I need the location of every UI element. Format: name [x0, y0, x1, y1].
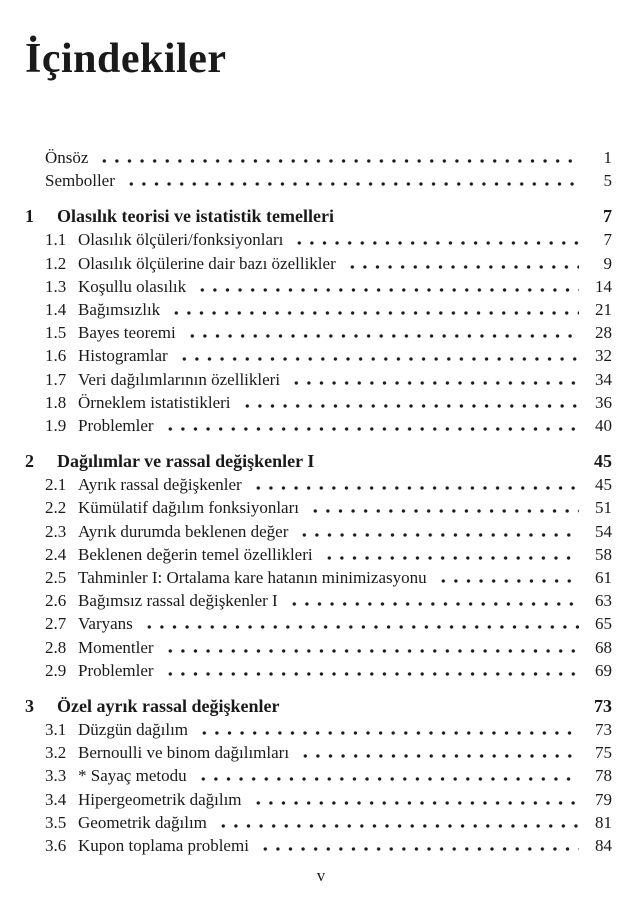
- section-number: 1.2: [45, 253, 67, 273]
- page-number: 32: [595, 346, 612, 366]
- entry-title: Olasılık ölçülerine dair bazı özellikler: [78, 253, 336, 273]
- dot-leader: [139, 616, 579, 629]
- entry-title: Düzgün dağılım: [78, 720, 189, 740]
- toc-entry: [45, 636, 612, 659]
- dot-leader: [160, 640, 579, 653]
- section-number: 1.8: [45, 392, 67, 412]
- dot-leader: [342, 256, 579, 269]
- chapter-heading: [25, 694, 612, 718]
- page-number: 45: [595, 475, 612, 495]
- dot-leader: [295, 745, 579, 758]
- entry-title: * Sayaç metodu: [78, 766, 187, 786]
- entry-title: Bağımsızlık: [78, 300, 161, 320]
- section-number: 1.5: [45, 323, 67, 343]
- section-number: 1.6: [45, 346, 67, 366]
- entry-title: Önsöz: [45, 148, 89, 167]
- dot-leader: [286, 372, 579, 385]
- toc-entry: [45, 473, 612, 496]
- page-number: 61: [595, 568, 612, 588]
- section-number: 2.2: [45, 498, 67, 518]
- entry-title: Problemler: [78, 660, 154, 680]
- section-number: 2.7: [45, 614, 67, 634]
- toc-entry: [45, 344, 612, 367]
- entry-title: Kümülatif dağılım fonksiyonları: [78, 498, 299, 518]
- toc-entry: [45, 741, 612, 764]
- dot-leader: [160, 418, 579, 431]
- section-number: 2.4: [45, 544, 67, 564]
- toc-entry: [45, 146, 612, 169]
- toc-entry: [45, 589, 612, 612]
- entry-title: Bayes teoremi: [78, 323, 176, 343]
- dot-leader: [248, 477, 579, 490]
- section-number: 3.4: [45, 789, 67, 809]
- page-number: 36: [595, 392, 612, 412]
- page-number: 79: [595, 789, 612, 809]
- entry-title: Beklenen değerin temel özellikleri: [78, 544, 313, 564]
- page-number: 45: [594, 451, 612, 472]
- toc-entry: [45, 659, 612, 682]
- toc-entry: [45, 391, 612, 414]
- entry-title: Ayrık durumda beklenen değer: [78, 521, 289, 541]
- toc-entry: [45, 520, 612, 543]
- page-number: 68: [595, 637, 612, 657]
- entry-title: Örneklem istatistikleri: [78, 392, 231, 412]
- entry-title: Bağımsız rassal değişkenler I: [78, 591, 278, 611]
- page-number: 34: [595, 369, 612, 389]
- toc-entry: [45, 718, 612, 741]
- section-number: 1.1: [45, 230, 67, 250]
- page-number: 81: [595, 812, 612, 832]
- dot-leader: [305, 500, 579, 513]
- page-number: 73: [595, 720, 612, 740]
- dot-leader: [237, 395, 580, 408]
- page-number: 75: [595, 743, 612, 763]
- section-number: 3.1: [45, 720, 67, 740]
- section-number: 2.6: [45, 591, 67, 611]
- chapter-title: Dağılımlar ve rassal değişkenler I: [57, 451, 315, 472]
- toc-entry: [45, 275, 612, 298]
- section-number: 3.2: [45, 743, 67, 763]
- section-number: 3.5: [45, 812, 67, 832]
- page-number: 7: [603, 230, 612, 250]
- chapter-title: Olasılık teorisi ve istatistik temelleri: [57, 206, 334, 227]
- dot-leader: [284, 593, 579, 606]
- dot-leader: [182, 325, 579, 338]
- toc-entry: [45, 612, 612, 635]
- page-number: 28: [595, 323, 612, 343]
- section-number: 2.8: [45, 637, 67, 657]
- page-number: 9: [603, 253, 612, 273]
- dot-leader: [213, 815, 579, 828]
- section-number: 1.7: [45, 369, 67, 389]
- dot-leader: [193, 768, 579, 781]
- dot-leader: [174, 348, 579, 361]
- entry-title: Hipergeometrik dağılım: [78, 789, 242, 809]
- entry-title: Ayrık rassal değişkenler: [78, 475, 242, 495]
- section-number: 2.9: [45, 660, 67, 680]
- dot-leader: [166, 302, 579, 315]
- toc-entry: [45, 169, 612, 192]
- page-number-footer: v: [316, 866, 326, 885]
- dot-leader: [255, 838, 579, 851]
- toc-entry: [45, 228, 612, 251]
- entry-title: Semboller: [45, 171, 115, 191]
- chapter-number: 1: [25, 206, 34, 227]
- chapter-title: Özel ayrık rassal değişkenler: [57, 696, 280, 717]
- page-number: 5: [603, 171, 612, 191]
- section-number: 2.1: [45, 475, 67, 495]
- page-title: İçindekiler: [25, 36, 227, 82]
- toc-entry: [45, 496, 612, 519]
- page-number: 73: [594, 696, 612, 717]
- toc-entry: [45, 764, 612, 787]
- page-number: 65: [595, 614, 612, 634]
- entry-title: Olasılık ölçüleri/fonksiyonları: [78, 230, 284, 250]
- page-number: 78: [595, 766, 612, 786]
- entry-title: Veri dağılımlarının özellikleri: [78, 369, 281, 389]
- chapter-heading: [25, 204, 612, 228]
- entry-title: Varyans: [78, 614, 133, 634]
- section-number: 2.5: [45, 568, 67, 588]
- page-number: 51: [595, 498, 612, 518]
- toc-entry: [45, 298, 612, 321]
- section-number: 2.3: [45, 521, 67, 541]
- entry-title: Geometrik dağılım: [78, 812, 207, 832]
- page-number: 1: [603, 148, 612, 167]
- entry-title: Tahminler I: Ortalama kare hatanın minimizasyonu: [78, 568, 427, 588]
- page-number: 54: [595, 521, 612, 541]
- toc-entry: [45, 321, 612, 344]
- page-number: 7: [603, 206, 612, 227]
- entry-title: Momentler: [78, 637, 154, 657]
- entry-title: Problemler: [78, 416, 154, 436]
- page-number: 84: [595, 836, 612, 856]
- dot-leader: [289, 232, 579, 245]
- page-number: 21: [595, 300, 612, 320]
- chapter-heading: [25, 449, 612, 473]
- dot-leader: [94, 150, 579, 163]
- toc-entry: [45, 834, 612, 857]
- section-number: 1.3: [45, 276, 67, 296]
- toc-entry: [45, 368, 612, 391]
- dot-leader: [121, 173, 579, 186]
- dot-leader: [248, 792, 579, 805]
- toc-entry: [45, 543, 612, 566]
- section-number: 1.9: [45, 416, 67, 436]
- chapter-number: 3: [25, 696, 34, 717]
- dot-leader: [294, 524, 579, 537]
- chapter-number: 2: [25, 451, 34, 472]
- entry-title: Kupon toplama problemi: [78, 836, 249, 856]
- section-number: 1.4: [45, 300, 67, 320]
- section-number: 3.6: [45, 836, 67, 856]
- dot-leader: [433, 570, 579, 583]
- toc-entry: [45, 788, 612, 811]
- toc-entry: [45, 252, 612, 275]
- entry-title: Bernoulli ve binom dağılımları: [78, 743, 290, 763]
- page-number: 40: [595, 416, 612, 436]
- dot-leader: [160, 663, 579, 676]
- page-number: 58: [595, 544, 612, 564]
- toc-list: [25, 146, 612, 857]
- dot-leader: [319, 547, 579, 560]
- entry-title: Histogramlar: [78, 346, 168, 366]
- entry-title: Koşullu olasılık: [78, 276, 187, 296]
- page-number: 69: [595, 660, 612, 680]
- toc-entry: [45, 566, 612, 589]
- toc-entry: [45, 414, 612, 437]
- dot-leader: [194, 722, 579, 735]
- dot-leader: [192, 279, 579, 292]
- page-number: 14: [595, 276, 612, 296]
- section-number: 3.3: [45, 766, 67, 786]
- page-number: 63: [595, 591, 612, 611]
- toc-entry: [45, 811, 612, 834]
